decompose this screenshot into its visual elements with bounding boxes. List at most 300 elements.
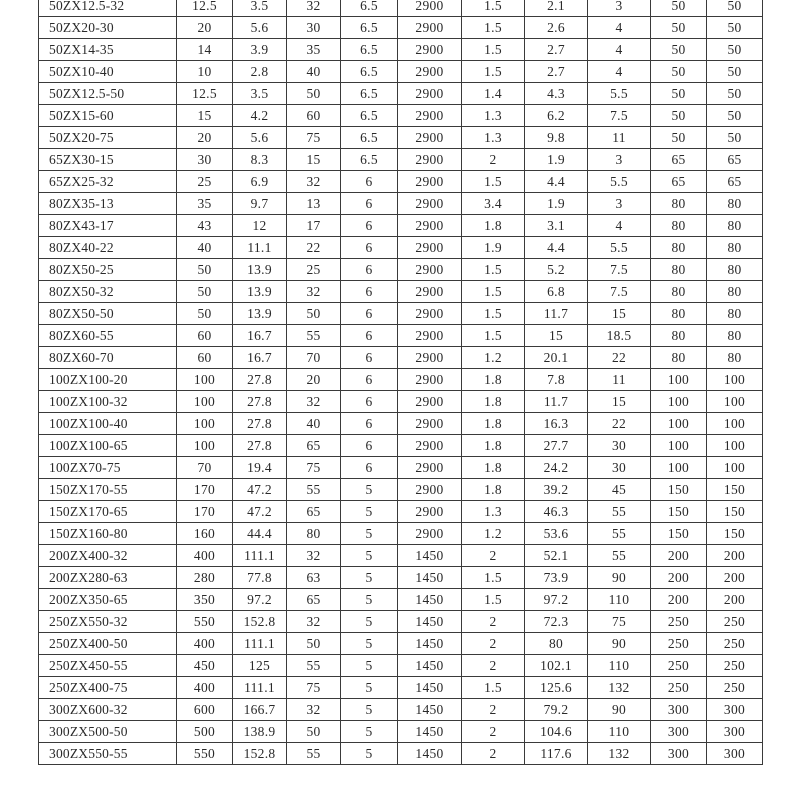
suction-lift-cell: 6.5	[341, 83, 398, 105]
flow-m3h-cell: 100	[177, 391, 233, 413]
speed-cell: 1450	[398, 589, 462, 611]
outlet-diameter-cell: 100	[707, 413, 763, 435]
shaft-power-cell: 1.5	[462, 39, 525, 61]
head-cell: 15	[287, 149, 341, 171]
motor-power-cell: 110	[588, 589, 651, 611]
speed-cell: 1450	[398, 699, 462, 721]
suction-lift-cell: 6	[341, 259, 398, 281]
head-cell: 55	[287, 655, 341, 677]
head-cell: 55	[287, 479, 341, 501]
table-row	[39, 193, 763, 215]
suction-lift-cell: 5	[341, 523, 398, 545]
suction-lift-cell: 6	[341, 193, 398, 215]
outlet-diameter-cell: 80	[707, 347, 763, 369]
flow-m3h-cell: 280	[177, 567, 233, 589]
outlet-diameter-cell: 80	[707, 237, 763, 259]
flow-m3h-cell: 170	[177, 501, 233, 523]
motor-power-cell: 22	[588, 347, 651, 369]
flow-m3h-cell: 60	[177, 347, 233, 369]
model-cell: 80ZX50-32	[39, 281, 177, 303]
suction-lift-cell: 6.5	[341, 39, 398, 61]
flow-m3h-cell: 12.5	[177, 0, 233, 17]
shaft-power-cell: 1.5	[462, 171, 525, 193]
motor-power-cell: 18.5	[588, 325, 651, 347]
suction-lift-cell: 5	[341, 589, 398, 611]
motor-power-cell: 11	[588, 127, 651, 149]
flow-m3h-cell: 20	[177, 17, 233, 39]
flow-m3h-cell: 50	[177, 259, 233, 281]
inlet-diameter-cell: 65	[651, 171, 707, 193]
speed-cell: 2900	[398, 281, 462, 303]
model-cell: 80ZX50-25	[39, 259, 177, 281]
speed-cell: 2900	[398, 39, 462, 61]
suction-lift-cell: 6.5	[341, 149, 398, 171]
speed-cell: 1450	[398, 611, 462, 633]
efficiency-cell: 5.2	[525, 259, 588, 281]
shaft-power-cell: 2	[462, 721, 525, 743]
flow-ls-cell: 47.2	[233, 501, 287, 523]
motor-power-cell: 22	[588, 413, 651, 435]
flow-ls-cell: 13.9	[233, 303, 287, 325]
shaft-power-cell: 2	[462, 633, 525, 655]
shaft-power-cell: 1.8	[462, 457, 525, 479]
shaft-power-cell: 1.8	[462, 479, 525, 501]
model-cell: 100ZX100-65	[39, 435, 177, 457]
flow-ls-cell: 19.4	[233, 457, 287, 479]
flow-m3h-cell: 400	[177, 545, 233, 567]
table-row	[39, 17, 763, 39]
flow-ls-cell: 77.8	[233, 567, 287, 589]
table-row	[39, 413, 763, 435]
outlet-diameter-cell: 250	[707, 633, 763, 655]
speed-cell: 2900	[398, 105, 462, 127]
table-row	[39, 171, 763, 193]
inlet-diameter-cell: 50	[651, 39, 707, 61]
shaft-power-cell: 1.5	[462, 0, 525, 17]
suction-lift-cell: 5	[341, 633, 398, 655]
inlet-diameter-cell: 250	[651, 611, 707, 633]
head-cell: 70	[287, 347, 341, 369]
outlet-diameter-cell: 300	[707, 699, 763, 721]
suction-lift-cell: 6	[341, 457, 398, 479]
inlet-diameter-cell: 50	[651, 61, 707, 83]
speed-cell: 2900	[398, 457, 462, 479]
flow-m3h-cell: 400	[177, 633, 233, 655]
outlet-diameter-cell: 50	[707, 83, 763, 105]
flow-ls-cell: 13.9	[233, 281, 287, 303]
table-row	[39, 611, 763, 633]
inlet-diameter-cell: 65	[651, 149, 707, 171]
outlet-diameter-cell: 300	[707, 721, 763, 743]
shaft-power-cell: 1.5	[462, 325, 525, 347]
inlet-diameter-cell: 100	[651, 369, 707, 391]
motor-power-cell: 90	[588, 633, 651, 655]
model-cell: 100ZX100-40	[39, 413, 177, 435]
speed-cell: 2900	[398, 61, 462, 83]
flow-m3h-cell: 14	[177, 39, 233, 61]
suction-lift-cell: 6	[341, 237, 398, 259]
shaft-power-cell: 2	[462, 611, 525, 633]
outlet-diameter-cell: 50	[707, 17, 763, 39]
speed-cell: 2900	[398, 435, 462, 457]
outlet-diameter-cell: 50	[707, 39, 763, 61]
speed-cell: 1450	[398, 743, 462, 765]
flow-m3h-cell: 400	[177, 677, 233, 699]
flow-ls-cell: 16.7	[233, 325, 287, 347]
motor-power-cell: 110	[588, 655, 651, 677]
flow-ls-cell: 5.6	[233, 17, 287, 39]
head-cell: 50	[287, 83, 341, 105]
motor-power-cell: 15	[588, 391, 651, 413]
efficiency-cell: 125.6	[525, 677, 588, 699]
model-cell: 80ZX35-13	[39, 193, 177, 215]
flow-ls-cell: 111.1	[233, 633, 287, 655]
suction-lift-cell: 6.5	[341, 105, 398, 127]
inlet-diameter-cell: 100	[651, 457, 707, 479]
head-cell: 60	[287, 105, 341, 127]
flow-ls-cell: 5.6	[233, 127, 287, 149]
model-cell: 200ZX280-63	[39, 567, 177, 589]
shaft-power-cell: 1.8	[462, 413, 525, 435]
inlet-diameter-cell: 100	[651, 413, 707, 435]
head-cell: 65	[287, 589, 341, 611]
efficiency-cell: 24.2	[525, 457, 588, 479]
flow-ls-cell: 6.9	[233, 171, 287, 193]
head-cell: 65	[287, 435, 341, 457]
motor-power-cell: 5.5	[588, 237, 651, 259]
head-cell: 25	[287, 259, 341, 281]
flow-ls-cell: 166.7	[233, 699, 287, 721]
motor-power-cell: 7.5	[588, 259, 651, 281]
shaft-power-cell: 1.8	[462, 391, 525, 413]
flow-m3h-cell: 25	[177, 171, 233, 193]
efficiency-cell: 104.6	[525, 721, 588, 743]
efficiency-cell: 6.8	[525, 281, 588, 303]
head-cell: 32	[287, 699, 341, 721]
speed-cell: 2900	[398, 303, 462, 325]
motor-power-cell: 55	[588, 501, 651, 523]
motor-power-cell: 5.5	[588, 83, 651, 105]
inlet-diameter-cell: 150	[651, 479, 707, 501]
model-cell: 80ZX60-55	[39, 325, 177, 347]
head-cell: 55	[287, 743, 341, 765]
inlet-diameter-cell: 50	[651, 0, 707, 17]
efficiency-cell: 79.2	[525, 699, 588, 721]
head-cell: 30	[287, 17, 341, 39]
speed-cell: 2900	[398, 259, 462, 281]
shaft-power-cell: 1.3	[462, 105, 525, 127]
table-row	[39, 457, 763, 479]
suction-lift-cell: 6.5	[341, 61, 398, 83]
flow-m3h-cell: 70	[177, 457, 233, 479]
efficiency-cell: 2.7	[525, 61, 588, 83]
motor-power-cell: 4	[588, 39, 651, 61]
speed-cell: 1450	[398, 567, 462, 589]
head-cell: 63	[287, 567, 341, 589]
efficiency-cell: 4.3	[525, 83, 588, 105]
table-row	[39, 567, 763, 589]
flow-ls-cell: 16.7	[233, 347, 287, 369]
flow-ls-cell: 3.5	[233, 83, 287, 105]
flow-m3h-cell: 350	[177, 589, 233, 611]
shaft-power-cell: 1.5	[462, 259, 525, 281]
efficiency-cell: 20.1	[525, 347, 588, 369]
outlet-diameter-cell: 80	[707, 215, 763, 237]
head-cell: 40	[287, 61, 341, 83]
flow-m3h-cell: 550	[177, 611, 233, 633]
efficiency-cell: 46.3	[525, 501, 588, 523]
flow-ls-cell: 44.4	[233, 523, 287, 545]
efficiency-cell: 39.2	[525, 479, 588, 501]
flow-m3h-cell: 160	[177, 523, 233, 545]
motor-power-cell: 4	[588, 215, 651, 237]
inlet-diameter-cell: 80	[651, 347, 707, 369]
model-cell: 100ZX100-32	[39, 391, 177, 413]
outlet-diameter-cell: 150	[707, 523, 763, 545]
suction-lift-cell: 5	[341, 567, 398, 589]
speed-cell: 2900	[398, 413, 462, 435]
suction-lift-cell: 5	[341, 699, 398, 721]
model-cell: 250ZX400-75	[39, 677, 177, 699]
efficiency-cell: 1.9	[525, 193, 588, 215]
shaft-power-cell: 1.4	[462, 83, 525, 105]
outlet-diameter-cell: 250	[707, 677, 763, 699]
inlet-diameter-cell: 50	[651, 83, 707, 105]
flow-ls-cell: 125	[233, 655, 287, 677]
outlet-diameter-cell: 200	[707, 589, 763, 611]
motor-power-cell: 7.5	[588, 281, 651, 303]
outlet-diameter-cell: 80	[707, 259, 763, 281]
suction-lift-cell: 6	[341, 171, 398, 193]
speed-cell: 1450	[398, 633, 462, 655]
flow-ls-cell: 11.1	[233, 237, 287, 259]
speed-cell: 2900	[398, 127, 462, 149]
table-row	[39, 435, 763, 457]
outlet-diameter-cell: 50	[707, 127, 763, 149]
outlet-diameter-cell: 250	[707, 655, 763, 677]
table-row	[39, 0, 763, 17]
flow-m3h-cell: 30	[177, 149, 233, 171]
suction-lift-cell: 5	[341, 677, 398, 699]
shaft-power-cell: 1.5	[462, 589, 525, 611]
table-row	[39, 303, 763, 325]
outlet-diameter-cell: 65	[707, 149, 763, 171]
flow-ls-cell: 13.9	[233, 259, 287, 281]
speed-cell: 2900	[398, 369, 462, 391]
motor-power-cell: 30	[588, 435, 651, 457]
table-row	[39, 281, 763, 303]
flow-m3h-cell: 100	[177, 435, 233, 457]
flow-ls-cell: 152.8	[233, 611, 287, 633]
head-cell: 32	[287, 281, 341, 303]
efficiency-cell: 80	[525, 633, 588, 655]
motor-power-cell: 75	[588, 611, 651, 633]
flow-ls-cell: 138.9	[233, 721, 287, 743]
shaft-power-cell: 1.5	[462, 281, 525, 303]
inlet-diameter-cell: 50	[651, 127, 707, 149]
flow-m3h-cell: 100	[177, 413, 233, 435]
efficiency-cell: 3.1	[525, 215, 588, 237]
table-row	[39, 39, 763, 61]
inlet-diameter-cell: 50	[651, 105, 707, 127]
inlet-diameter-cell: 300	[651, 721, 707, 743]
flow-ls-cell: 97.2	[233, 589, 287, 611]
flow-m3h-cell: 50	[177, 303, 233, 325]
speed-cell: 2900	[398, 237, 462, 259]
shaft-power-cell: 1.2	[462, 523, 525, 545]
efficiency-cell: 102.1	[525, 655, 588, 677]
speed-cell: 2900	[398, 171, 462, 193]
model-cell: 65ZX30-15	[39, 149, 177, 171]
table-row	[39, 259, 763, 281]
model-cell: 200ZX350-65	[39, 589, 177, 611]
suction-lift-cell: 6.5	[341, 0, 398, 17]
table-row	[39, 391, 763, 413]
model-cell: 100ZX70-75	[39, 457, 177, 479]
efficiency-cell: 4.4	[525, 171, 588, 193]
table-row	[39, 479, 763, 501]
outlet-diameter-cell: 80	[707, 303, 763, 325]
outlet-diameter-cell: 100	[707, 391, 763, 413]
flow-ls-cell: 27.8	[233, 413, 287, 435]
speed-cell: 2900	[398, 83, 462, 105]
inlet-diameter-cell: 80	[651, 281, 707, 303]
table-row	[39, 633, 763, 655]
shaft-power-cell: 1.8	[462, 369, 525, 391]
motor-power-cell: 90	[588, 699, 651, 721]
efficiency-cell: 53.6	[525, 523, 588, 545]
outlet-diameter-cell: 65	[707, 171, 763, 193]
inlet-diameter-cell: 50	[651, 17, 707, 39]
model-cell: 50ZX15-60	[39, 105, 177, 127]
inlet-diameter-cell: 200	[651, 545, 707, 567]
head-cell: 65	[287, 501, 341, 523]
model-cell: 200ZX400-32	[39, 545, 177, 567]
model-cell: 80ZX60-70	[39, 347, 177, 369]
efficiency-cell: 2.6	[525, 17, 588, 39]
outlet-diameter-cell: 80	[707, 281, 763, 303]
outlet-diameter-cell: 100	[707, 457, 763, 479]
flow-ls-cell: 111.1	[233, 545, 287, 567]
model-cell: 50ZX12.5-32	[39, 0, 177, 17]
flow-ls-cell: 4.2	[233, 105, 287, 127]
flow-m3h-cell: 15	[177, 105, 233, 127]
flow-m3h-cell: 600	[177, 699, 233, 721]
efficiency-cell: 16.3	[525, 413, 588, 435]
speed-cell: 1450	[398, 677, 462, 699]
inlet-diameter-cell: 80	[651, 193, 707, 215]
model-cell: 65ZX25-32	[39, 171, 177, 193]
inlet-diameter-cell: 200	[651, 589, 707, 611]
flow-m3h-cell: 100	[177, 369, 233, 391]
table-row	[39, 127, 763, 149]
motor-power-cell: 110	[588, 721, 651, 743]
flow-m3h-cell: 12.5	[177, 83, 233, 105]
flow-m3h-cell: 550	[177, 743, 233, 765]
motor-power-cell: 4	[588, 17, 651, 39]
table-row	[39, 699, 763, 721]
table-row	[39, 149, 763, 171]
outlet-diameter-cell: 300	[707, 743, 763, 765]
speed-cell: 2900	[398, 193, 462, 215]
shaft-power-cell: 2	[462, 545, 525, 567]
efficiency-cell: 117.6	[525, 743, 588, 765]
outlet-diameter-cell: 80	[707, 325, 763, 347]
motor-power-cell: 4	[588, 61, 651, 83]
outlet-diameter-cell: 100	[707, 435, 763, 457]
table-row	[39, 325, 763, 347]
efficiency-cell: 15	[525, 325, 588, 347]
efficiency-cell: 97.2	[525, 589, 588, 611]
inlet-diameter-cell: 250	[651, 655, 707, 677]
speed-cell: 2900	[398, 215, 462, 237]
motor-power-cell: 45	[588, 479, 651, 501]
flow-ls-cell: 8.3	[233, 149, 287, 171]
suction-lift-cell: 5	[341, 545, 398, 567]
efficiency-cell: 1.9	[525, 149, 588, 171]
shaft-power-cell: 3.4	[462, 193, 525, 215]
suction-lift-cell: 5	[341, 655, 398, 677]
head-cell: 75	[287, 457, 341, 479]
outlet-diameter-cell: 50	[707, 0, 763, 17]
inlet-diameter-cell: 80	[651, 303, 707, 325]
shaft-power-cell: 2	[462, 655, 525, 677]
outlet-diameter-cell: 250	[707, 611, 763, 633]
shaft-power-cell: 1.5	[462, 17, 525, 39]
speed-cell: 1450	[398, 545, 462, 567]
speed-cell: 1450	[398, 721, 462, 743]
inlet-diameter-cell: 250	[651, 633, 707, 655]
outlet-diameter-cell: 150	[707, 479, 763, 501]
efficiency-cell: 72.3	[525, 611, 588, 633]
model-cell: 50ZX10-40	[39, 61, 177, 83]
motor-power-cell: 3	[588, 0, 651, 17]
model-cell: 50ZX20-75	[39, 127, 177, 149]
table-row	[39, 83, 763, 105]
model-cell: 50ZX12.5-50	[39, 83, 177, 105]
suction-lift-cell: 6	[341, 391, 398, 413]
efficiency-cell: 11.7	[525, 391, 588, 413]
flow-m3h-cell: 170	[177, 479, 233, 501]
flow-ls-cell: 27.8	[233, 391, 287, 413]
motor-power-cell: 3	[588, 149, 651, 171]
efficiency-cell: 9.8	[525, 127, 588, 149]
outlet-diameter-cell: 200	[707, 545, 763, 567]
head-cell: 32	[287, 611, 341, 633]
table-row	[39, 523, 763, 545]
shaft-power-cell: 2	[462, 699, 525, 721]
outlet-diameter-cell: 50	[707, 61, 763, 83]
efficiency-cell: 52.1	[525, 545, 588, 567]
shaft-power-cell: 1.9	[462, 237, 525, 259]
inlet-diameter-cell: 300	[651, 699, 707, 721]
speed-cell: 2900	[398, 391, 462, 413]
table-row	[39, 655, 763, 677]
speed-cell: 1450	[398, 655, 462, 677]
head-cell: 17	[287, 215, 341, 237]
shaft-power-cell: 1.8	[462, 215, 525, 237]
table-row	[39, 589, 763, 611]
motor-power-cell: 5.5	[588, 171, 651, 193]
model-cell: 300ZX600-32	[39, 699, 177, 721]
inlet-diameter-cell: 80	[651, 215, 707, 237]
head-cell: 32	[287, 545, 341, 567]
efficiency-cell: 4.4	[525, 237, 588, 259]
inlet-diameter-cell: 150	[651, 501, 707, 523]
suction-lift-cell: 6	[341, 325, 398, 347]
motor-power-cell: 30	[588, 457, 651, 479]
head-cell: 20	[287, 369, 341, 391]
